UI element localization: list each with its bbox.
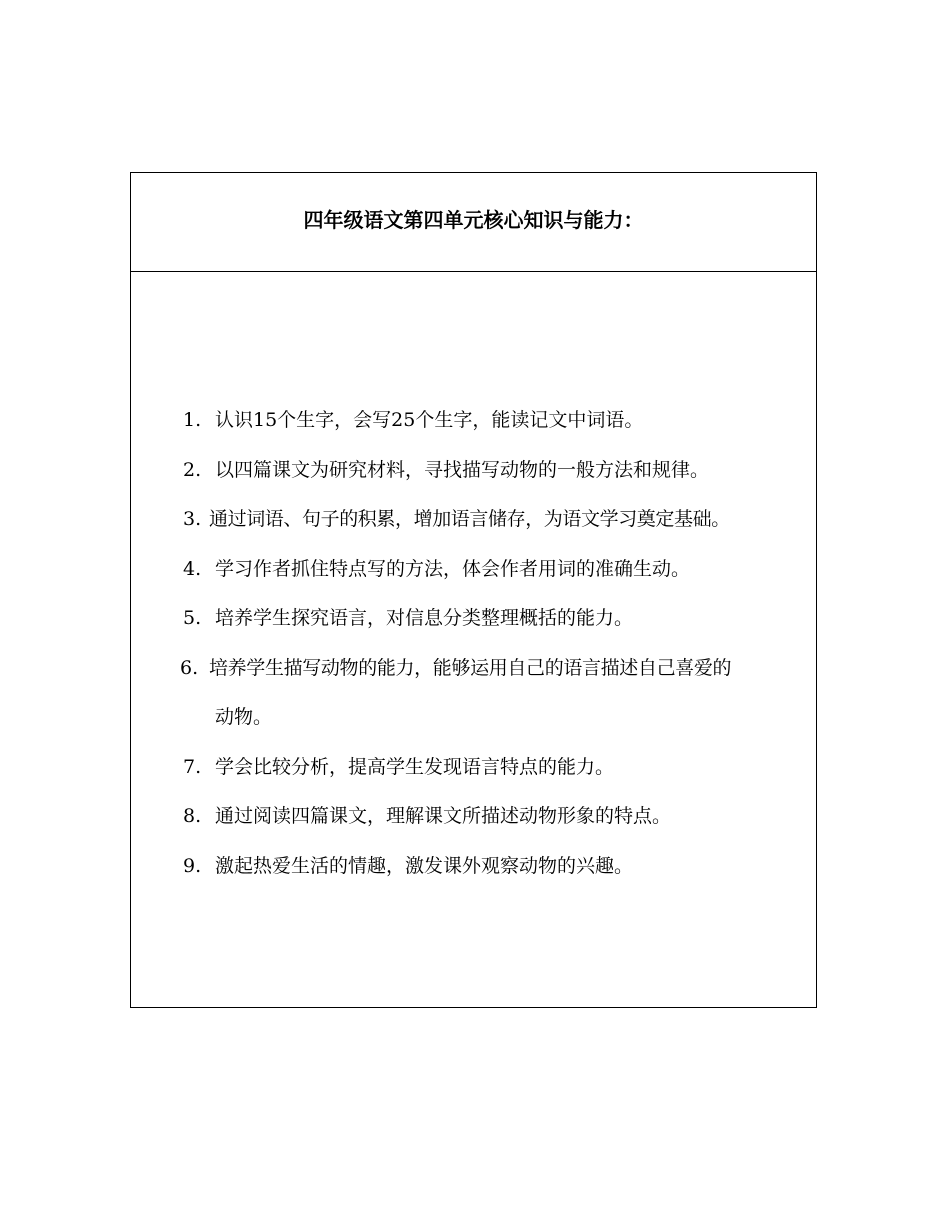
list-item-6-continuation bbox=[131, 693, 816, 743]
title-row bbox=[131, 173, 816, 272]
item-text: 以四篇课文为研究材料，寻找描写动物的一般方法和规律。 bbox=[215, 458, 710, 481]
item-text: 激起热爱生活的情趣，激发课外观察动物的兴趣。 bbox=[215, 854, 634, 877]
item-number: 4. bbox=[183, 557, 202, 580]
list-item-7 bbox=[131, 743, 816, 793]
item-text: 认识15个生字，会写25个生字，能读记文中词语。 bbox=[215, 409, 644, 431]
item-text: 培养学生探究语言，对信息分类整理概括的能力。 bbox=[215, 607, 634, 629]
list-item-8 bbox=[131, 792, 816, 842]
list-item-1 bbox=[131, 396, 816, 446]
item-number: 3. bbox=[183, 508, 202, 530]
document-table bbox=[130, 172, 817, 1008]
item-text: 通过阅读四篇课文，理解课文所描述动物形象的特点。 bbox=[215, 805, 672, 827]
item-number: 7. bbox=[183, 755, 202, 778]
item-text: 学习作者抓住特点写的方法，体会作者用词的准确生动。 bbox=[215, 557, 691, 580]
item-text: 培养学生描写动物的能力，能够运用自己的语言描述自己喜爱的 bbox=[209, 656, 732, 679]
document-title: 四年级语文第四单元核心知识与能力： bbox=[303, 207, 644, 232]
item-number: 1. bbox=[183, 409, 202, 431]
item-number: 2. bbox=[183, 458, 202, 481]
list-item-2 bbox=[131, 446, 816, 496]
item-text: 学会比较分析，提高学生发现语言特点的能力。 bbox=[215, 755, 615, 778]
list-item-3 bbox=[131, 495, 816, 545]
list-item-5 bbox=[131, 594, 816, 644]
item-number: 9. bbox=[183, 854, 202, 877]
item-text-continuation: 动物。 bbox=[215, 706, 273, 728]
list-item-4 bbox=[131, 545, 816, 595]
item-number: 8. bbox=[183, 805, 202, 827]
item-number: 6. bbox=[180, 656, 199, 679]
content-row bbox=[131, 272, 816, 891]
list-item-9 bbox=[131, 842, 816, 892]
item-number: 5. bbox=[183, 607, 202, 629]
list-item-6 bbox=[131, 644, 816, 694]
item-text: 通过词语、句子的积累，增加语言储存，为语文学习奠定基础。 bbox=[209, 508, 730, 530]
